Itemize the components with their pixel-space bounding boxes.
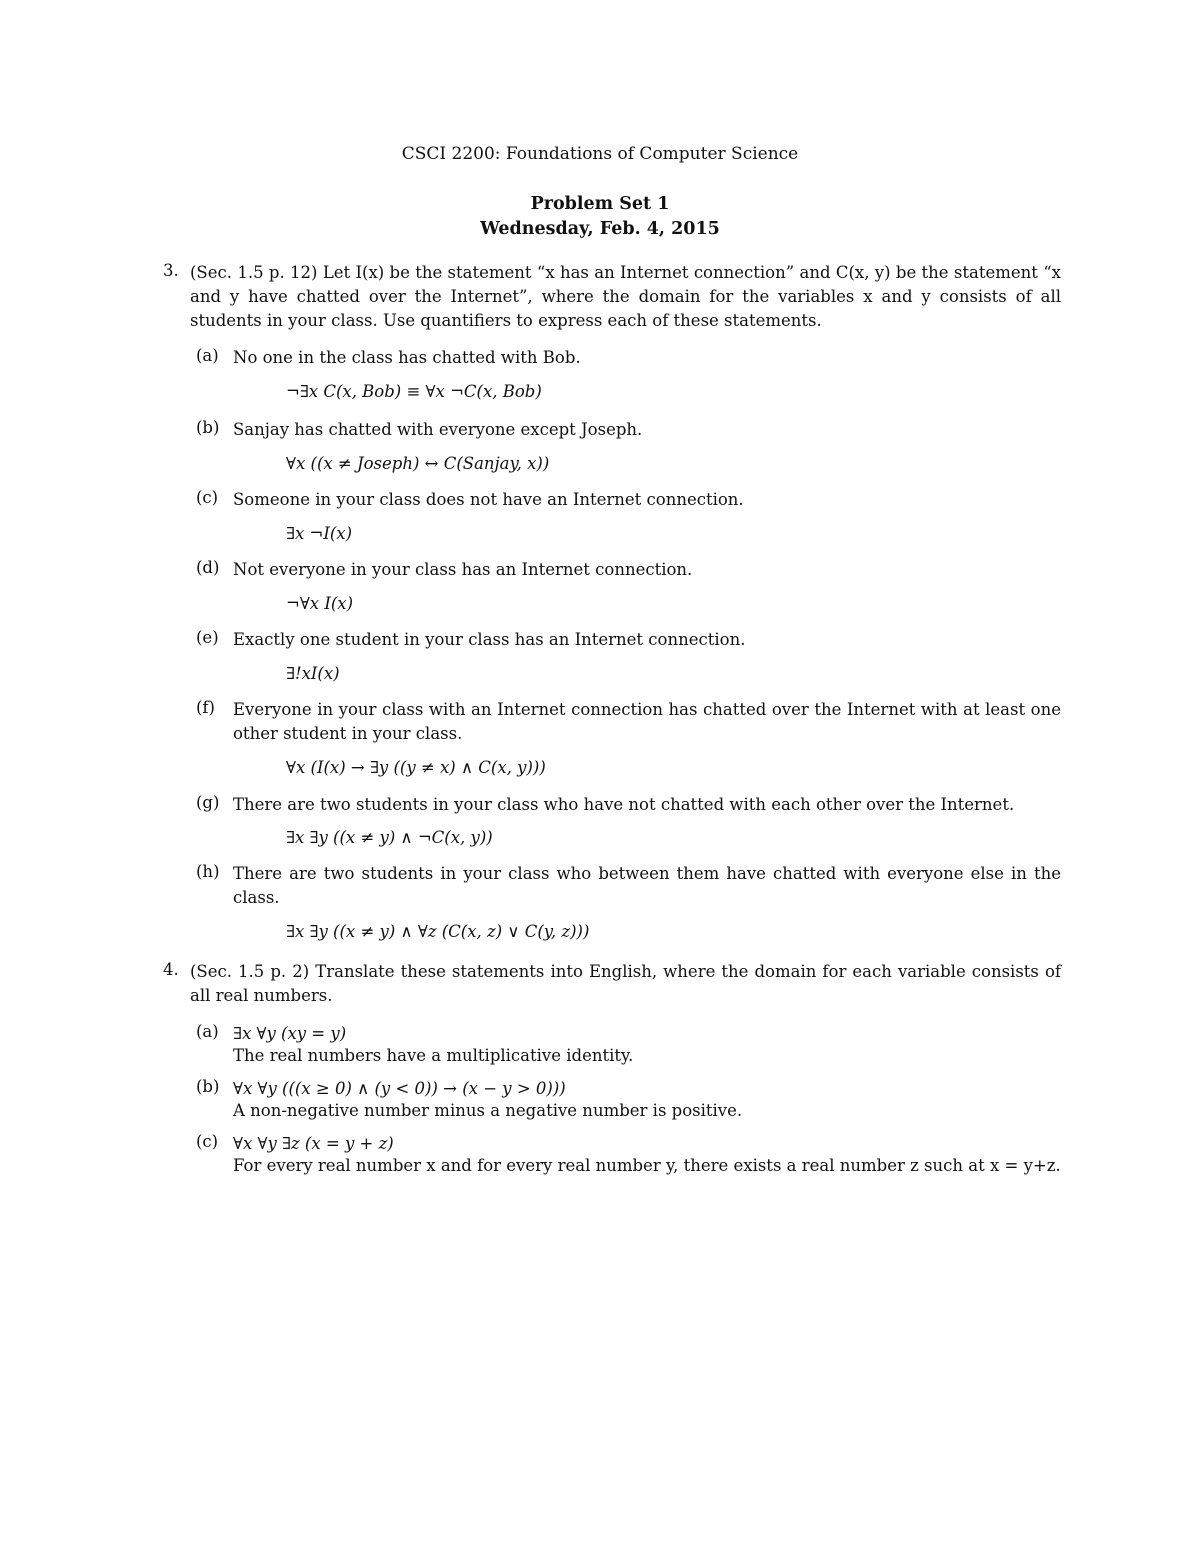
part-label: (h) (196, 862, 220, 881)
formula-3f: ∀x (I(x) → ∃y ((y ≠ x) ∧ C(x, y))) (286, 758, 546, 777)
translation-4b: A non-negative number minus a negative number is positive. (233, 1101, 743, 1120)
part-formula: ∃x ∀y (xy = y) (233, 1024, 347, 1043)
formula-3e: ∃!xI(x) (286, 664, 340, 683)
part-label: (b) (196, 418, 220, 437)
formula-3c: ∃x ¬I(x) (286, 524, 353, 543)
part-text: There are two students in your class who between them have chatted with everyone else in the class. (233, 864, 1061, 907)
part-label: (e) (196, 628, 219, 647)
part-text: Everyone in your class with an Internet connection has chatted over the Internet with at least one other student in your class. (233, 700, 1061, 743)
part-formula: ∀x ∀y ∃z (x = y + z) (233, 1134, 394, 1153)
part-text: There are two students in your class who have not chatted with each other over the Internet. (233, 795, 1015, 814)
problem-set-date: Wednesday, Feb. 4, 2015 (480, 219, 720, 239)
part-label: (b) (196, 1077, 220, 1096)
formula-3b: ∀x ((x ≠ Joseph) ↔ C(Sanjay, x)) (286, 454, 550, 473)
problem-statement: (Sec. 1.5 p. 12) Let I(x) be the statement “x has an Internet connection” and C(x, y) be the statement “x and y have chatted over the Internet”, where the domain for the variables x and y consists of all students in your class. Use quantifiers to express each of these statements. (190, 263, 1061, 330)
part-formula: ∀x ∀y (((x ≥ 0) ∧ (y < 0)) → (x − y > 0))) (233, 1079, 566, 1098)
problem-set-title: Problem Set 1 (530, 194, 670, 214)
part-text: No one in the class has chatted with Bob. (233, 348, 581, 367)
formula-3d: ¬∀x I(x) (286, 594, 354, 613)
formula-3g: ∃x ∃y ((x ≠ y) ∧ ¬C(x, y)) (286, 828, 493, 847)
part-text: Exactly one student in your class has an Internet connection. (233, 630, 746, 649)
translation-4c: For every real number x and for every real number y, there exists a real number z such at x = y+z. (233, 1156, 1061, 1175)
part-label: (a) (196, 1022, 219, 1041)
part-label: (c) (196, 488, 219, 507)
part-label: (a) (196, 346, 219, 365)
part-text: Someone in your class does not have an Internet connection. (233, 490, 744, 509)
formula-3a: ¬∃x C(x, Bob) ≡ ∀x ¬C(x, Bob) (286, 382, 542, 401)
translation-4a: The real numbers have a multiplicative identity. (233, 1046, 634, 1065)
problem-number: 3. (163, 261, 179, 280)
part-text: Sanjay has chatted with everyone except Joseph. (233, 420, 643, 439)
part-label: (g) (196, 793, 220, 812)
part-label: (f) (196, 698, 215, 717)
course-title: CSCI 2200: Foundations of Computer Science (401, 144, 799, 164)
problem-statement: (Sec. 1.5 p. 2) Translate these statements into English, where the domain for each variable consists of all real numbers. (190, 962, 1061, 1005)
part-text: Not everyone in your class has an Internet connection. (233, 560, 693, 579)
problem-number: 4. (163, 960, 179, 979)
part-label: (d) (196, 558, 220, 577)
formula-3h: ∃x ∃y ((x ≠ y) ∧ ∀z (C(x, z) ∨ C(y, z))) (286, 922, 590, 941)
part-label: (c) (196, 1132, 219, 1151)
